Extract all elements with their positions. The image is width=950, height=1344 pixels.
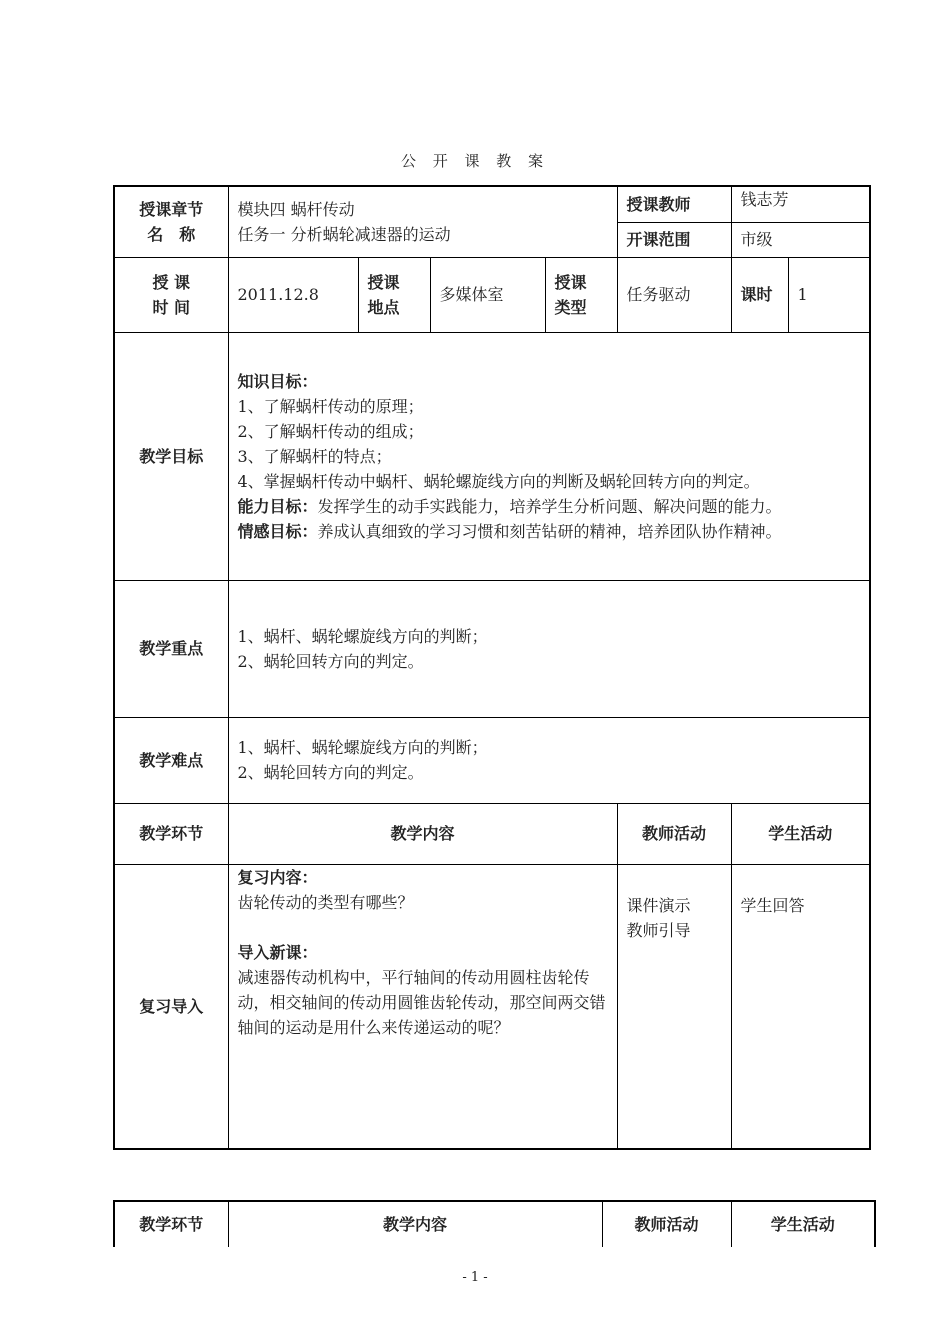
hours-value: 1 xyxy=(788,257,870,332)
knowledge-1: 1、了解蜗杆传动的原理； xyxy=(237,396,424,416)
page-title: 公 开 课 教 案 xyxy=(400,152,550,170)
review-label: 复习导入 xyxy=(114,864,228,1149)
ability-head: 能力目标： xyxy=(237,496,318,516)
chapter-label-cell xyxy=(114,186,228,257)
intro-text: 减速器传动机构中，平行轴间的传动用圆柱齿轮传动，相交轴间的传动用圆锥齿轮传动，那空间两交错轴间的运动是用什么来传递运动的呢？ xyxy=(237,967,606,1037)
place-label-cell xyxy=(358,257,430,332)
cont-header-teacher-activity: 教师活动 xyxy=(602,1201,731,1247)
type-label-cell xyxy=(545,257,617,332)
cont-header-stage: 教学环节 xyxy=(114,1201,228,1247)
knowledge-3: 3、了解蜗杆的特点； xyxy=(237,446,392,466)
ability-text: 发挥学生的动手实践能力，培养学生分析问题、解决问题的能力。 xyxy=(317,496,782,516)
chapter-line2: 任务一 分析蜗轮减速器的运动 xyxy=(237,224,451,244)
time-label-1: 授 课 xyxy=(152,272,191,292)
header-stage: 教学环节 xyxy=(114,803,228,864)
intro-head: 导入新课： xyxy=(237,942,318,962)
chapter-line1: 模块四 蜗杆传动 xyxy=(237,199,355,219)
review-teacher-activity xyxy=(617,864,731,1149)
lesson-plan-table xyxy=(113,185,871,1150)
place-label-1: 授课 xyxy=(367,272,400,292)
chapter-value-cell xyxy=(228,186,617,257)
review-content xyxy=(228,864,617,1149)
difficult-points-label: 教学难点 xyxy=(114,717,228,803)
time-value: 2011.12.8 xyxy=(228,257,358,332)
teacher-value: 钱志芳 xyxy=(731,186,870,222)
time-label-cell xyxy=(114,257,228,332)
key-points-content xyxy=(228,580,870,717)
header-teacher-activity: 教师活动 xyxy=(617,803,731,864)
difficult-points-content xyxy=(228,717,870,803)
type-label-1: 授课 xyxy=(554,272,587,292)
place-label-2: 地点 xyxy=(367,297,400,317)
time-label-2: 时 间 xyxy=(152,297,191,317)
chapter-label-line1: 授课章节 xyxy=(139,199,204,219)
review-question: 齿轮传动的类型有哪些？ xyxy=(237,892,414,912)
emotion-head: 情感目标： xyxy=(237,521,318,541)
continuation-table xyxy=(113,1200,876,1247)
knowledge-2: 2、了解蜗杆传动的组成； xyxy=(237,421,424,441)
chapter-label-line2: 名 称 xyxy=(147,224,196,244)
scope-label: 开课范围 xyxy=(617,222,731,257)
teacher-activity-1: 课件演示 xyxy=(626,895,691,915)
objectives-content xyxy=(228,332,870,580)
knowledge-4: 4、掌握蜗杆传动中蜗杆、蜗轮螺旋线方向的判断及蜗轮回转方向的判定。 xyxy=(237,471,760,491)
place-value: 多媒体室 xyxy=(430,257,545,332)
ability-objective xyxy=(238,494,864,519)
type-value: 任务驱动 xyxy=(617,257,731,332)
emotion-objective xyxy=(238,519,864,544)
difficult-point-2: 2、蜗轮回转方向的判定。 xyxy=(237,763,424,782)
key-point-1: 1、蜗杆、蜗轮螺旋线方向的判断； xyxy=(237,626,488,646)
difficult-point-1: 1、蜗杆、蜗轮螺旋线方向的判断； xyxy=(237,738,488,757)
hours-label: 课时 xyxy=(731,257,788,332)
teacher-label: 授课教师 xyxy=(617,186,731,222)
objectives-label: 教学目标 xyxy=(114,332,228,580)
knowledge-head: 知识目标： xyxy=(237,371,318,391)
teacher-activity-2: 教师引导 xyxy=(626,920,691,940)
scope-value: 市级 xyxy=(731,222,870,257)
key-point-2: 2、蜗轮回转方向的判定。 xyxy=(237,651,424,671)
type-label-2: 类型 xyxy=(554,297,587,317)
review-head: 复习内容： xyxy=(237,867,318,887)
page-number: - 1 - xyxy=(462,1270,488,1285)
review-student-activity: 学生回答 xyxy=(731,864,870,1149)
cont-header-content: 教学内容 xyxy=(228,1201,602,1247)
header-student-activity: 学生活动 xyxy=(731,803,870,864)
header-content: 教学内容 xyxy=(228,803,617,864)
emotion-text: 养成认真细致的学习习惯和刻苦钻研的精神，培养团队协作精神。 xyxy=(317,521,782,541)
key-points-label: 教学重点 xyxy=(114,580,228,717)
cont-header-student-activity: 学生活动 xyxy=(731,1201,875,1247)
